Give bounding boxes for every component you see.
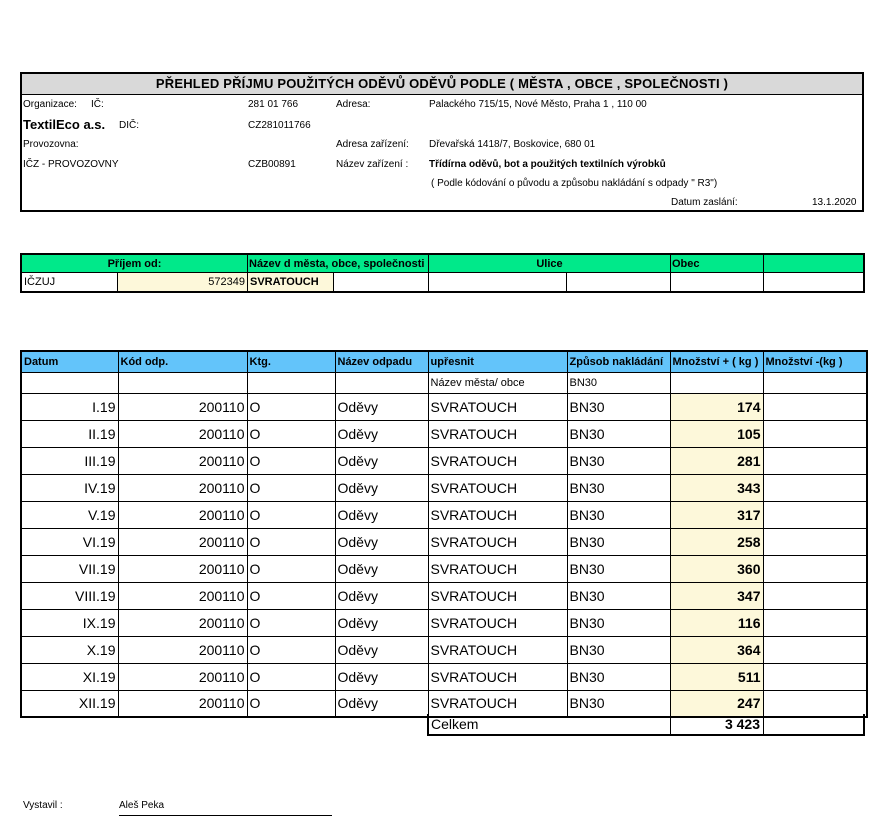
sub-bn30: BN30 <box>567 372 670 393</box>
adresa-zarizeni-label: Adresa zařízení: <box>336 139 409 150</box>
ktg-cell: O <box>247 636 335 663</box>
datum-cell: X.19 <box>21 636 118 663</box>
ktg-cell: O <box>247 420 335 447</box>
zpusob-cell: BN30 <box>567 663 670 690</box>
kodovani-note: ( Podle kódování o původu a způsobu nakládání s odpady " R3") <box>431 178 718 189</box>
datum-cell: XI.19 <box>21 663 118 690</box>
nazev-cell: Oděvy <box>335 690 428 717</box>
nazev-zarizeni-value: Třídírna oděvů, bot a použitých textilních výrobků <box>429 159 666 170</box>
ktg-cell: O <box>247 501 335 528</box>
iczuj-label: IČZUJ <box>22 273 118 291</box>
upresnit-cell: SVRATOUCH <box>428 690 567 717</box>
mnozstvi-plus-cell: 360 <box>670 555 763 582</box>
ic-label: IČ: <box>91 99 104 110</box>
prijem-od-header: Příjem od: <box>22 255 248 273</box>
company-name: TextilEco a.s. <box>23 117 106 132</box>
table-row <box>21 393 867 420</box>
kod-cell: 200110 <box>118 447 247 474</box>
zpusob-cell: BN30 <box>567 501 670 528</box>
mnozstvi-minus-cell <box>763 447 867 474</box>
table-row <box>21 474 867 501</box>
col-zpusob-header: Způsob nakládání <box>567 351 670 372</box>
zpusob-cell: BN30 <box>567 555 670 582</box>
vystavil-label: Vystavil : <box>23 800 63 811</box>
datum-cell: VII.19 <box>21 555 118 582</box>
adresa-zarizeni-value: Dřevařská 1418/7, Boskovice, 680 01 <box>429 139 596 150</box>
table-row <box>21 528 867 555</box>
mnozstvi-minus-cell <box>763 582 867 609</box>
nazev-cell: Oděvy <box>335 474 428 501</box>
table-row <box>21 663 867 690</box>
vystavil-name: Aleš Peka <box>119 800 332 816</box>
icz-label: IČZ - PROVOZOVNY <box>23 159 119 170</box>
ulice-header: Ulice <box>429 255 671 273</box>
zpusob-cell: BN30 <box>567 582 670 609</box>
upresnit-cell: SVRATOUCH <box>428 420 567 447</box>
organizace-label: Organizace: <box>23 99 77 110</box>
zpusob-cell: BN30 <box>567 447 670 474</box>
nazev-mesta-header: Název d města, obce, společnosti <box>248 255 429 273</box>
col-mnozstvi-minus-header: Množství -(kg ) <box>763 351 867 372</box>
datum-cell: VI.19 <box>21 528 118 555</box>
ktg-cell: O <box>247 474 335 501</box>
datum-cell: III.19 <box>21 447 118 474</box>
mnozstvi-minus-cell <box>763 636 867 663</box>
nazev-cell: Oděvy <box>335 555 428 582</box>
mnozstvi-minus-cell <box>763 420 867 447</box>
table-row <box>21 609 867 636</box>
table-row <box>21 582 867 609</box>
table-row <box>21 501 867 528</box>
nazev-cell: Oděvy <box>335 447 428 474</box>
provozovna-label: Provozovna: <box>23 139 79 150</box>
kod-cell: 200110 <box>118 393 247 420</box>
upresnit-cell: SVRATOUCH <box>428 474 567 501</box>
datum-cell: XII.19 <box>21 690 118 717</box>
green-cell-empty <box>567 273 671 291</box>
green-cell-empty <box>334 273 429 291</box>
mnozstvi-minus-cell <box>763 690 867 717</box>
upresnit-cell: SVRATOUCH <box>428 393 567 420</box>
upresnit-cell: SVRATOUCH <box>428 447 567 474</box>
zpusob-cell: BN30 <box>567 690 670 717</box>
ktg-cell: O <box>247 582 335 609</box>
kod-cell: 200110 <box>118 582 247 609</box>
ktg-cell: O <box>247 663 335 690</box>
green-cell-empty <box>671 273 764 291</box>
col-datum-header: Datum <box>21 351 118 372</box>
ktg-cell: O <box>247 555 335 582</box>
nazev-cell: Oděvy <box>335 609 428 636</box>
kod-cell: 200110 <box>118 636 247 663</box>
upresnit-cell: SVRATOUCH <box>428 609 567 636</box>
icz-value: CZB00891 <box>248 159 296 170</box>
nazev-cell: Oděvy <box>335 420 428 447</box>
datum-cell: V.19 <box>21 501 118 528</box>
kod-cell: 200110 <box>118 474 247 501</box>
green-cell-empty <box>429 273 567 291</box>
table-row <box>21 555 867 582</box>
zpusob-cell: BN30 <box>567 420 670 447</box>
mnozstvi-minus-cell <box>763 474 867 501</box>
col-kod-header: Kód odp. <box>118 351 247 372</box>
kod-cell: 200110 <box>118 690 247 717</box>
mnozstvi-plus-cell: 511 <box>670 663 763 690</box>
mnozstvi-plus-cell: 258 <box>670 528 763 555</box>
obec-header: Obec <box>671 255 764 273</box>
green-cell-empty <box>764 273 863 291</box>
waste-table <box>20 350 868 718</box>
mnozstvi-plus-cell: 364 <box>670 636 763 663</box>
mnozstvi-minus-cell <box>763 393 867 420</box>
col-ktg-header: Ktg. <box>247 351 335 372</box>
mnozstvi-plus-cell: 343 <box>670 474 763 501</box>
zpusob-cell: BN30 <box>567 609 670 636</box>
nazev-cell: Oděvy <box>335 636 428 663</box>
mnozstvi-minus-cell <box>763 501 867 528</box>
zpusob-cell: BN30 <box>567 393 670 420</box>
datum-cell: VIII.19 <box>21 582 118 609</box>
datum-cell: IX.19 <box>21 609 118 636</box>
total-row <box>427 714 865 736</box>
table-row <box>21 420 867 447</box>
total-label: Celkem <box>429 714 671 736</box>
total-value: 3 423 <box>671 714 764 736</box>
datum-cell: II.19 <box>21 420 118 447</box>
zpusob-cell: BN30 <box>567 636 670 663</box>
datum-zaslani-label: Datum zaslání: <box>671 197 738 208</box>
mnozstvi-plus-cell: 105 <box>670 420 763 447</box>
nazev-cell: Oděvy <box>335 528 428 555</box>
mnozstvi-plus-cell: 281 <box>670 447 763 474</box>
kod-cell: 200110 <box>118 609 247 636</box>
upresnit-cell: SVRATOUCH <box>428 501 567 528</box>
col-mnozstvi-plus-header: Množství + ( kg ) <box>670 351 763 372</box>
table-header-row <box>21 351 867 372</box>
datum-zaslani-value: 13.1.2020 <box>812 197 857 208</box>
upresnit-cell: SVRATOUCH <box>428 663 567 690</box>
report-title: PŘEHLED PŘÍJMU POUŽITÝCH ODĚVŮ ODĚVŮ PODLE ( MĚSTA , OBCE , SPOLEČNOSTI ) <box>22 74 862 95</box>
source-table <box>20 253 865 293</box>
mnozstvi-plus-cell: 347 <box>670 582 763 609</box>
table-row <box>21 447 867 474</box>
mnozstvi-minus-cell <box>763 609 867 636</box>
adresa-label: Adresa: <box>336 99 371 110</box>
mnozstvi-minus-cell <box>763 663 867 690</box>
upresnit-cell: SVRATOUCH <box>428 636 567 663</box>
mnozstvi-plus-cell: 247 <box>670 690 763 717</box>
ic-value: 281 01 766 <box>248 99 299 110</box>
table-row <box>21 636 867 663</box>
ktg-cell: O <box>247 447 335 474</box>
green-header-empty <box>764 255 863 273</box>
sub-nazev-mesta: Název města/ obce <box>428 372 567 393</box>
zpusob-cell: BN30 <box>567 474 670 501</box>
ktg-cell: O <box>247 690 335 717</box>
table-subheader-row <box>21 372 867 393</box>
nazev-cell: Oděvy <box>335 582 428 609</box>
ktg-cell: O <box>247 528 335 555</box>
mnozstvi-plus-cell: 317 <box>670 501 763 528</box>
nazev-zarizeni-label: Název zařízení : <box>336 159 409 170</box>
kod-cell: 200110 <box>118 528 247 555</box>
mnozstvi-plus-cell: 174 <box>670 393 763 420</box>
upresnit-cell: SVRATOUCH <box>428 528 567 555</box>
nazev-cell: Oděvy <box>335 393 428 420</box>
mnozstvi-plus-cell: 116 <box>670 609 763 636</box>
kod-cell: 200110 <box>118 555 247 582</box>
col-nazev-header: Název odpadu <box>335 351 428 372</box>
mnozstvi-minus-cell <box>763 555 867 582</box>
kod-cell: 200110 <box>118 501 247 528</box>
nazev-cell: Oděvy <box>335 663 428 690</box>
kod-cell: 200110 <box>118 420 247 447</box>
ktg-cell: O <box>247 393 335 420</box>
dic-value: CZ281011766 <box>248 120 311 131</box>
dic-label: DIČ: <box>119 120 139 131</box>
adresa-value: Palackého 715/15, Nové Město, Praha 1 , 110 00 <box>429 99 647 110</box>
datum-cell: IV.19 <box>21 474 118 501</box>
upresnit-cell: SVRATOUCH <box>428 555 567 582</box>
table-row <box>21 690 867 717</box>
zpusob-cell: BN30 <box>567 528 670 555</box>
ktg-cell: O <box>247 609 335 636</box>
datum-cell: I.19 <box>21 393 118 420</box>
col-upresnit-header: upřesnit <box>428 351 567 372</box>
upresnit-cell: SVRATOUCH <box>428 582 567 609</box>
nazev-cell: Oděvy <box>335 501 428 528</box>
iczuj-value: 572349 <box>118 273 248 291</box>
mnozstvi-minus-cell <box>763 528 867 555</box>
kod-cell: 200110 <box>118 663 247 690</box>
source-name: SVRATOUCH <box>248 273 334 291</box>
